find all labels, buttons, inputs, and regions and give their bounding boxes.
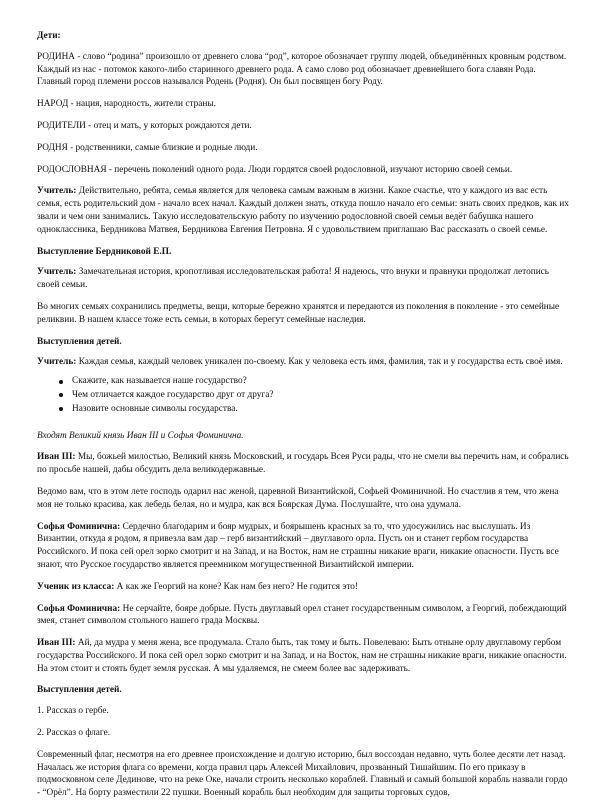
- teacher-paragraph-3: Учитель: Каждая семья, каждый человек уникален по-своему. Как у человека есть имя, фамилия, так и у государства есть своё имя.: [37, 357, 563, 368]
- speaker-label: Софья Фоминична:: [37, 521, 121, 532]
- definition-rodina: РОДИНА - слово “родина” произошло от древнего слова “род”, которое обозначает группу людей, объединённых кровным родством. Каждый из нас - потомок какого-либо старинного древнего рода. А само слово род обозначает древнейшего бога славян Рода. Главный город племени россов назывался Родень (Родня). Он был посвящен богу Роду.: [37, 51, 567, 88]
- speaker-label: Учитель:: [37, 186, 77, 197]
- questions-list: [37, 375, 572, 415]
- speaker-label: Иван III:: [37, 638, 76, 649]
- heading-children-talk-2: Выступления детей.: [37, 685, 122, 696]
- heading-children-talk: Выступления детей.: [37, 336, 122, 347]
- story-item-coat-of-arms: 1. Рассказ о гербе.: [37, 706, 109, 717]
- pupil-speech: Ученик из класса: А как же Георгий на коне? Как нам без него? Не годится это!: [37, 581, 359, 592]
- stage-direction: Входят Великий князь Иван III и Софья Фоминична.: [37, 430, 244, 441]
- definition-narod: НАРОД - нация, народность, жители страны.: [37, 99, 216, 110]
- ivan-speech-2: Иван III: Ай, да мудра у меня жена, все продумала. Стало быть, так тому и быть. Повелеваю: Быть отныне орлу двуглавому гербом государства Российского. И пока сей орел зорко смотрит и на Запад, и на Восток, нам не страшны никакие враги, никакие опасности. На этом стоит и стоять будет земля русская. А мы удаляемся, не смеем более вас задерживать.: [37, 638, 567, 674]
- list-item: Скажите, как называется наше государство?: [72, 375, 572, 388]
- speaker-label: Иван III:: [37, 452, 76, 463]
- story-item-flag: 2. Рассказ о флаге.: [37, 728, 111, 739]
- speaker-label: Софья Фоминична:: [37, 603, 121, 614]
- definition-roditeli: РОДИТЕЛИ - отец и мать, у которых рождаются дети.: [37, 120, 252, 131]
- relics-paragraph: Во многих семьях сохранились предметы, вещи, которые бережно хранятся и передаются из поколения в поколение - это семейные реликвии. В нашем классе тоже есть семьи, в которых берегут семейные наследия.: [37, 301, 560, 325]
- sofia-speech-2: Софья Фоминична: Не серчайте, бояре добрые. Пусть двуглавый орел станет государственным символом, а Георгий, побеждающий змея, станет символом стольного нашего града Москвы.: [37, 603, 567, 627]
- speaker-label: Учитель:: [37, 267, 77, 278]
- heading-berdnikova: Выступление Бердниковой Е.П.: [37, 246, 172, 257]
- flag-history-paragraph: Современный флаг, несмотря на его древнее происхождение и долгую историю, был воссоздан недавно, чуть более десяти лет назад. Началась же история флага со времени, когда правил царь Алексей Михайлович, прозванный Тишайшим. По его приказу в подмосковном селе Дединове, что на реке Оке, начали строить несколько кораблей. Главный и самый большой корабль назвали гордо - “Орёл”. На борту разместили 22 пушки. Военный корабль был необходим для защиты торговых судов,: [37, 749, 568, 799]
- ivan-speech-1: Иван III: Мы, божьей милостью, Великий князь Московский, и государь Всея Руси рады, что не смели вы перечить нам, и собрались по просьбе нашей, дабы обсудить дела великодержавные.: [37, 452, 569, 476]
- definition-rodoslovnaya: РОДОСЛОВНАЯ - перечень поколений одного рода. Люди гордятся своей родословной, изучают историю своей семьи.: [37, 164, 513, 175]
- definition-rodnya: РОДНЯ - родственники, самые близкие и родные люди.: [37, 142, 258, 153]
- teacher-paragraph-1: Учитель: Действительно, ребята, семья является для человека самым важным в жизни. Какое счастье, что у каждого из вас есть семья, есть родительский дом - начало всех начал. Каждый должен знать, откуда пошло начало его семьи: знать своих предков, как их звали и чем они занимались. Такую исследовательскую работу по изучению родословной своей семьи ведёт бабушка нашего одноклассника, Бердникова Матвея, Бердникова Евгения Петровна. Я с удовольствием приглашаю Вас рассказать о своей семье.: [37, 186, 569, 235]
- sofia-speech-1: Софья Фоминична: Сердечно благодарим и бояр мудрых, и боярышень красных за то, что удосужились нас выслушать. Из Византии, откуда я родом, я привезла вам дар – герб византийский – двуглавого орла. Пусть он и станет гербом государства Российского. И пока сей орел зорко смотрит и на Запад, и на Восток, нам не страшны никакие враги, никакие опасности. Пусть все знают, что Русское государство является преемником могущественной Византийской империи.: [37, 521, 559, 570]
- ivan-speech-1-continued: Ведомо вам, что в этом лете господь одарил нас женой, царевной Византийской, Софьей Фоминичной. Но счастлив я тем, что жена моя не только красива, как лебедь белая, но и мудра, как вся Боярская Дума. Послушайте, что она удумала.: [37, 486, 559, 510]
- list-item: Назовите основные символы государства.: [72, 403, 572, 416]
- list-item: Чем отличается каждое государство друг от друга?: [72, 389, 572, 402]
- teacher-paragraph-2: Учитель: Замечательная история, кропотливая исследовательская работа! Я надеюсь, что внуки и правнуки продолжат летопись своей семьи.: [37, 267, 550, 291]
- speaker-label: Учитель:: [37, 357, 77, 368]
- heading-children: Дети:: [37, 31, 61, 41]
- speaker-label: Ученик из класса:: [37, 581, 115, 592]
